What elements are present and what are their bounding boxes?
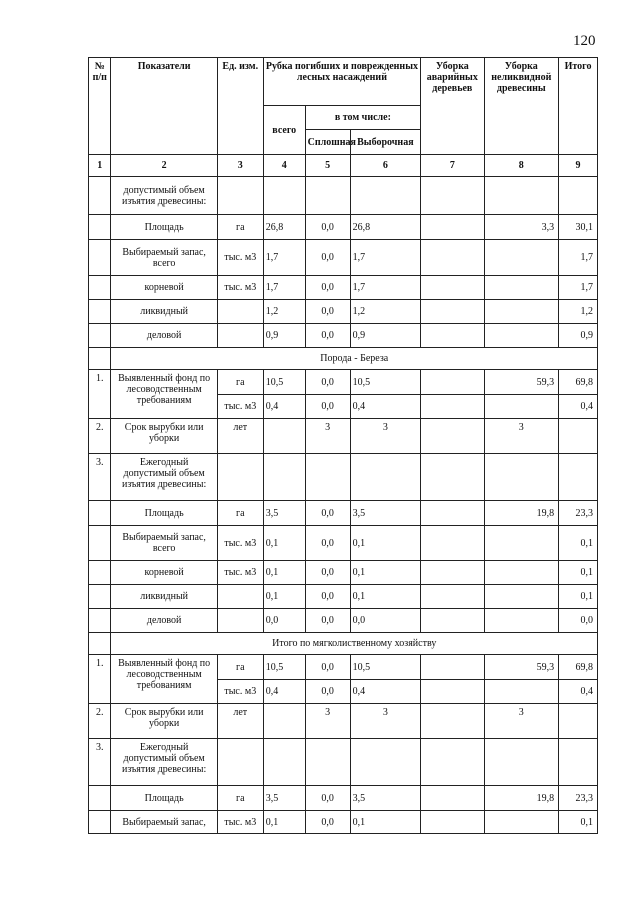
section-row (89, 633, 598, 655)
cell-value: 0,0 (305, 811, 350, 834)
cell-value (484, 609, 559, 633)
cell-value (421, 215, 484, 240)
cell-unit: тыс. м3 (217, 811, 263, 834)
cell-value: 23,3 (559, 501, 598, 526)
cell-name: Срок вырубки или уборки (111, 704, 217, 739)
cell-value: 10,5 (263, 370, 305, 395)
cell-value: 3 (350, 419, 421, 454)
cell-value: 3,5 (350, 501, 421, 526)
cell-unit: лет (217, 419, 263, 454)
cell-value: 0,0 (305, 324, 350, 348)
cell-value: 0,1 (263, 811, 305, 834)
cell-value: 10,5 (350, 370, 421, 395)
cell-value: 3,5 (263, 786, 305, 811)
cell-value (421, 561, 484, 585)
col-num: 2 (111, 155, 217, 177)
cell-unit: лет (217, 704, 263, 739)
cell-value: 0,1 (350, 561, 421, 585)
cell-value (421, 240, 484, 276)
table-row (89, 419, 598, 454)
cell-value (421, 300, 484, 324)
cell-unit: га (217, 215, 263, 240)
cell-value (421, 419, 484, 454)
cell-num: 1. (89, 370, 111, 419)
cell-value (484, 276, 559, 300)
cell-value (421, 395, 484, 419)
header-indicators: Показатели (111, 58, 217, 155)
section-title: Итого по мягколиственному хозяйству (111, 633, 598, 655)
cell-value: 0,0 (263, 609, 305, 633)
header-sploshnaya: Сплошная (305, 130, 350, 155)
header-vsego: всего (263, 106, 305, 155)
cell-value (263, 704, 305, 739)
table-row (89, 370, 598, 395)
cell-name: деловой (111, 324, 217, 348)
cell-value: 0,4 (559, 395, 598, 419)
cell-value: 1,7 (559, 240, 598, 276)
header-unit: Ед. изм. (217, 58, 263, 155)
header-including: в том числе: (305, 106, 420, 130)
cell-value (559, 704, 598, 739)
cell-unit: тыс. м3 (217, 561, 263, 585)
cell-name: Выбираемый запас, (111, 811, 217, 834)
cell-value: 1,2 (559, 300, 598, 324)
cell-value: 10,5 (263, 655, 305, 680)
cell-name: Выявленный фонд по лесоводственным требованиям (111, 655, 217, 704)
cell-value (421, 585, 484, 609)
cell-value: 0,1 (263, 585, 305, 609)
cell-value (484, 240, 559, 276)
header-nonliquid-wood: Уборка неликвидной древесины (484, 58, 559, 155)
cell-value (484, 300, 559, 324)
header-emergency-trees: Уборка аварийных деревьев (421, 58, 484, 155)
table-row (89, 811, 598, 834)
cell-value: 0,0 (305, 526, 350, 561)
cell-value (421, 276, 484, 300)
cell-value (421, 704, 484, 739)
cell-value: 0,0 (305, 561, 350, 585)
cell-value (559, 419, 598, 454)
cell-value: 1,7 (263, 276, 305, 300)
table-row (89, 704, 598, 739)
col-num: 8 (484, 155, 559, 177)
cell-value: 0,1 (559, 585, 598, 609)
cell-unit: тыс. м3 (217, 526, 263, 561)
col-num: 1 (89, 155, 111, 177)
cell-unit: тыс. м3 (217, 240, 263, 276)
cell-name: Ежегодный допустимый объем изъятия древесины: (111, 454, 217, 501)
cell-value: 59,3 (484, 370, 559, 395)
cell-name: Выбираемый запас, всего (111, 240, 217, 276)
cell-value: 3 (305, 419, 350, 454)
cell-value: 0,1 (350, 811, 421, 834)
cell-value (484, 324, 559, 348)
table-row (89, 177, 598, 215)
cell-value: 26,8 (350, 215, 421, 240)
cell-name: Выбираемый запас, всего (111, 526, 217, 561)
cell-value (421, 786, 484, 811)
section-row (89, 348, 598, 370)
cell-value: 23,3 (559, 786, 598, 811)
table-row (89, 655, 598, 680)
cell-value: 0,0 (350, 609, 421, 633)
cell-unit: тыс. м3 (217, 680, 263, 704)
table-row (89, 300, 598, 324)
cell-name: деловой (111, 609, 217, 633)
cell-value (421, 655, 484, 680)
header-vyborochnaya: Выборочная (350, 130, 421, 155)
cell-name: ликвидный (111, 300, 217, 324)
cell-value: 19,8 (484, 501, 559, 526)
cell-name: Площадь (111, 786, 217, 811)
cell-value: 0,0 (305, 276, 350, 300)
cell-value: 1,7 (559, 276, 598, 300)
cell-value (484, 395, 559, 419)
col-num: 7 (421, 155, 484, 177)
cell-value: 0,9 (263, 324, 305, 348)
cell-value: 0,0 (305, 395, 350, 419)
table-row (89, 501, 598, 526)
cell-value: 0,4 (559, 680, 598, 704)
cell-value: 3 (484, 704, 559, 739)
cell-value: 0,1 (559, 811, 598, 834)
cell-value: 1,2 (263, 300, 305, 324)
cell-value: 69,8 (559, 655, 598, 680)
cell-name: Выявленный фонд по лесоводственным требованиям (111, 370, 217, 419)
cell-value: 1,2 (350, 300, 421, 324)
cell-value: 0,4 (263, 680, 305, 704)
table-row (89, 240, 598, 276)
cell-unit: тыс. м3 (217, 276, 263, 300)
cell-unit: тыс. м3 (217, 395, 263, 419)
section-title: Порода - Береза (111, 348, 598, 370)
cell-num: 3. (89, 739, 111, 786)
cell-value: 0,4 (350, 680, 421, 704)
table-row (89, 585, 598, 609)
header-total: Итого (559, 58, 598, 155)
cell-value (263, 419, 305, 454)
cell-value: 0,0 (305, 300, 350, 324)
col-num: 3 (217, 155, 263, 177)
table-row (89, 276, 598, 300)
cell-value (484, 680, 559, 704)
table-row (89, 526, 598, 561)
cell-value: 0,1 (263, 561, 305, 585)
cell-value (421, 370, 484, 395)
cell-value: 3 (305, 704, 350, 739)
header-num: № п/п (89, 58, 111, 155)
forest-indicators-table (88, 57, 598, 834)
cell-value (421, 609, 484, 633)
cell-value: 0,1 (263, 526, 305, 561)
cell-name: допустимый объем изъятия древесины: (111, 177, 217, 215)
cell-value: 0,1 (350, 585, 421, 609)
cell-value: 19,8 (484, 786, 559, 811)
table-row (89, 215, 598, 240)
cell-num: 1. (89, 655, 111, 704)
cell-value: 1,7 (350, 240, 421, 276)
table-row (89, 324, 598, 348)
cell-name: Площадь (111, 215, 217, 240)
cell-name: Ежегодный допустимый объем изъятия древесины: (111, 739, 217, 786)
cell-value: 0,1 (559, 561, 598, 585)
cell-value: 0,0 (305, 240, 350, 276)
cell-unit (217, 585, 263, 609)
col-num: 9 (559, 155, 598, 177)
table-row (89, 786, 598, 811)
cell-value: 26,8 (263, 215, 305, 240)
cell-value: 0,0 (305, 609, 350, 633)
page-number: 120 (573, 33, 596, 49)
cell-num: 3. (89, 454, 111, 501)
table-row (89, 739, 598, 786)
cell-value: 0,0 (305, 585, 350, 609)
cell-value (421, 526, 484, 561)
cell-unit: га (217, 655, 263, 680)
cell-num: 2. (89, 704, 111, 739)
cell-value: 10,5 (350, 655, 421, 680)
cell-value (421, 680, 484, 704)
cell-value: 3,5 (263, 501, 305, 526)
cell-value: 0,9 (559, 324, 598, 348)
cell-value (421, 324, 484, 348)
cell-name: корневой (111, 561, 217, 585)
cell-value (484, 811, 559, 834)
table-row (89, 454, 598, 501)
cell-value: 0,1 (350, 526, 421, 561)
cell-value (484, 526, 559, 561)
cell-unit: га (217, 501, 263, 526)
cell-name: Срок вырубки или уборки (111, 419, 217, 454)
col-num: 5 (305, 155, 350, 177)
cell-value: 0,9 (350, 324, 421, 348)
cell-unit (217, 300, 263, 324)
header-felling-group: Рубка погибших и поврежденных лесных насаждений (263, 58, 420, 106)
cell-value (484, 585, 559, 609)
cell-value: 0,0 (305, 501, 350, 526)
table-row (89, 561, 598, 585)
cell-value: 1,7 (350, 276, 421, 300)
cell-value (421, 811, 484, 834)
cell-unit: га (217, 786, 263, 811)
table-row (89, 609, 598, 633)
cell-value: 0,4 (350, 395, 421, 419)
cell-name: Площадь (111, 501, 217, 526)
cell-value (484, 561, 559, 585)
cell-unit: га (217, 370, 263, 395)
cell-unit (217, 324, 263, 348)
cell-value: 0,1 (559, 526, 598, 561)
cell-value: 3,5 (350, 786, 421, 811)
cell-value: 0,0 (305, 786, 350, 811)
col-num: 6 (350, 155, 421, 177)
cell-unit (217, 609, 263, 633)
cell-value: 0,0 (305, 680, 350, 704)
cell-num: 2. (89, 419, 111, 454)
cell-value: 0,0 (305, 370, 350, 395)
col-num: 4 (263, 155, 305, 177)
cell-value: 3 (484, 419, 559, 454)
cell-value: 69,8 (559, 370, 598, 395)
cell-value (421, 501, 484, 526)
cell-value: 30,1 (559, 215, 598, 240)
cell-value: 0,0 (305, 215, 350, 240)
cell-value: 0,0 (305, 655, 350, 680)
cell-name: ликвидный (111, 585, 217, 609)
cell-value: 3,3 (484, 215, 559, 240)
cell-value: 1,7 (263, 240, 305, 276)
cell-name: корневой (111, 276, 217, 300)
cell-value: 0,4 (263, 395, 305, 419)
cell-value: 59,3 (484, 655, 559, 680)
cell-value: 3 (350, 704, 421, 739)
cell-value: 0,0 (559, 609, 598, 633)
